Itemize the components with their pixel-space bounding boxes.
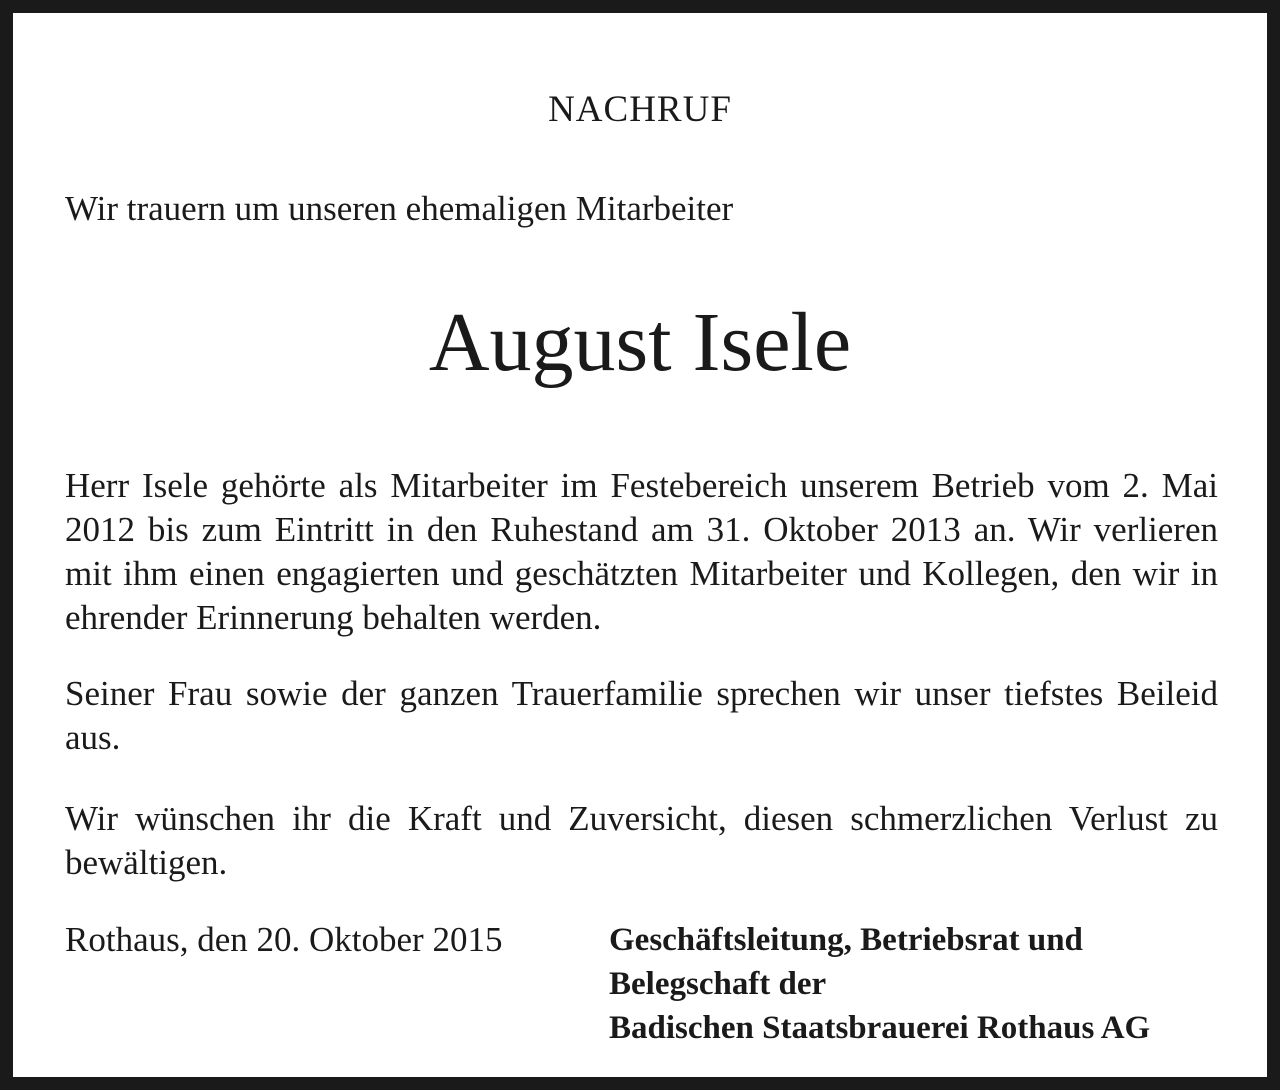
signature-line: Badischen Staatsbrauerei Rothaus AG bbox=[609, 1010, 1151, 1046]
paragraph-condolences: Seiner Frau sowie der ganzen Trauerfamilie sprechen wir unser tiefstes Beileid aus. bbox=[65, 674, 1218, 757]
signature-line: Belegschaft der bbox=[609, 966, 827, 1002]
paragraph-employment: Herr Isele gehörte als Mitarbeiter im Festebereich unserem Betrieb vom 2. Mai 2012 bis zum Eintritt in den Ruhestand am 31. Oktober 2013 an. Wir verlieren mit ihm einen engagierten und geschätzten Mitarbeiter und Kollegen, den wir in ehrender Erinnerung behalten werden. bbox=[65, 466, 1218, 637]
paragraph-wishes: Wir wünschen ihr die Kraft und Zuversicht, diesen schmerzlichen Verlust zu bewältigen. bbox=[65, 799, 1218, 882]
place-date: Rothaus, den 20. Oktober 2015 bbox=[65, 920, 503, 959]
deceased-name: August Isele bbox=[428, 296, 852, 389]
notice-heading: NACHRUF bbox=[548, 89, 732, 130]
signature-block bbox=[609, 918, 1150, 1050]
signature-line: Geschäftsleitung, Betriebsrat und bbox=[609, 922, 1083, 958]
intro-text: Wir trauern um unseren ehemaligen Mitarbeiter bbox=[65, 189, 734, 228]
